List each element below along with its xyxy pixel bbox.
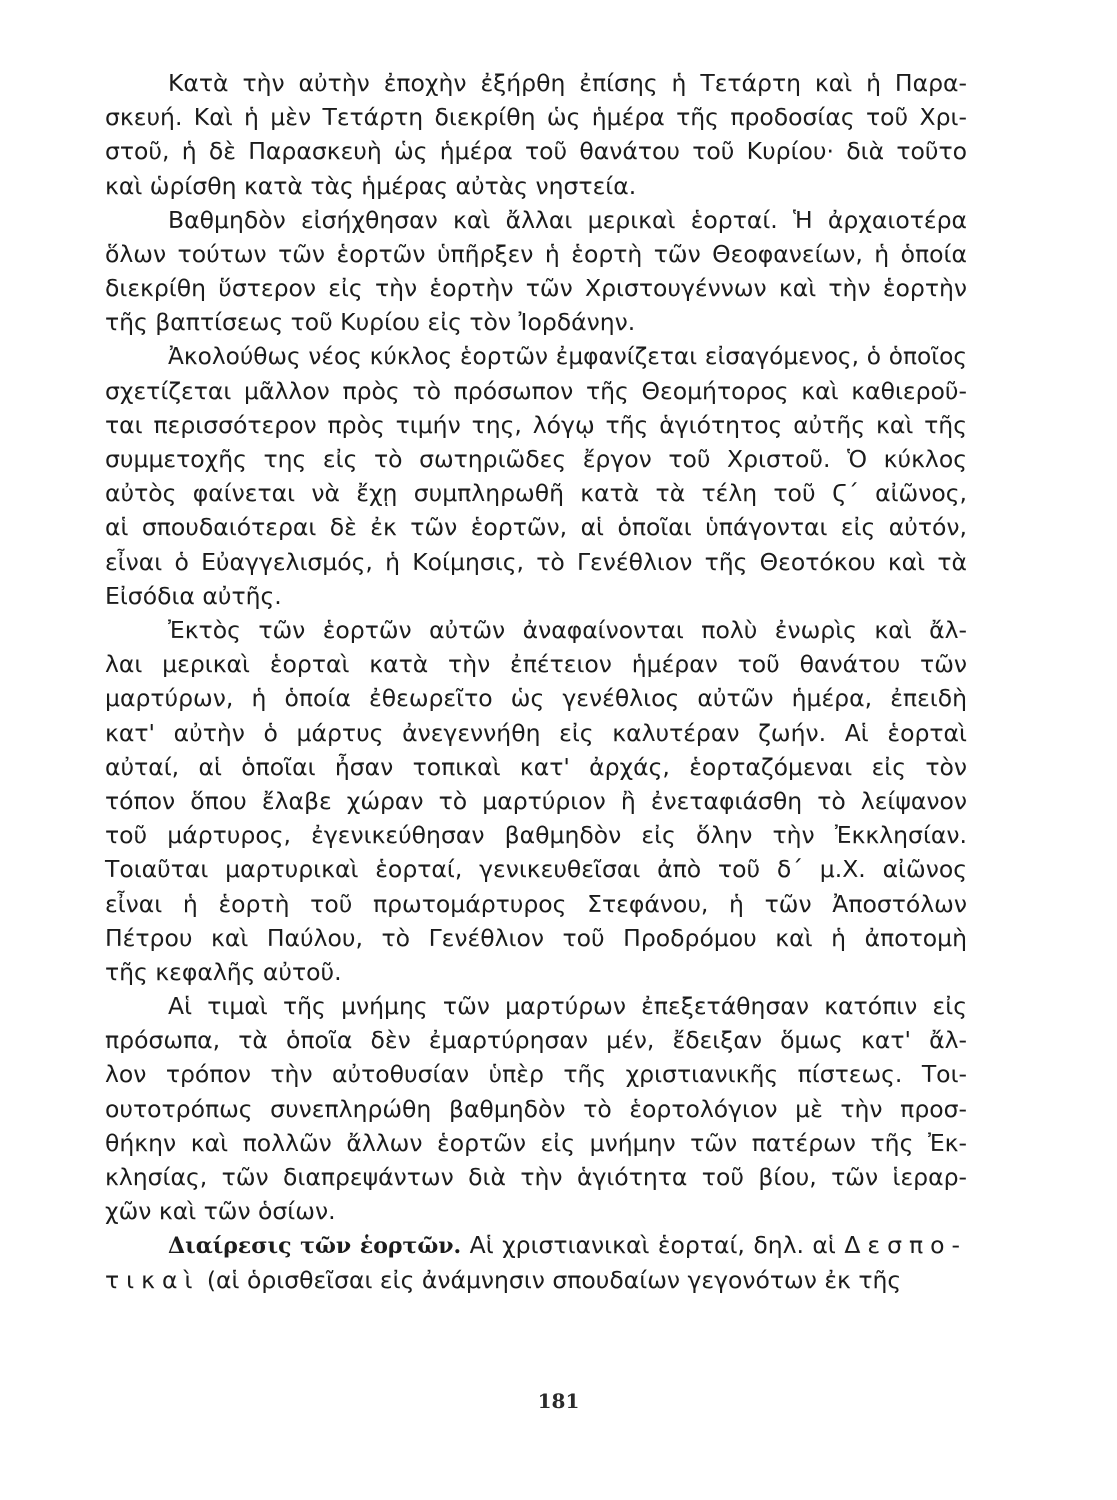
text-line: Εἰσόδια αὐτῆς. <box>105 581 282 610</box>
text-line: Ἐκτὸς τῶν ἑορτῶν αὐτῶν ἀναφαίνονται πολὺ ἐνωρὶς καὶ ἄλ- <box>168 616 967 644</box>
text-line: λον τρόπον τὴν αὐτοθυσίαν ὑπὲρ τῆς χριστιανικῆς πίστεως. Τοι- <box>105 1060 967 1089</box>
text-line: Πέτρου καὶ Παύλου, τὸ Γενέθλιον τοῦ Προδρόμου καὶ ἡ ἀποτομὴ <box>105 923 967 952</box>
text-line: αἱ σπουδαιότεραι δὲ ἐκ τῶν ἑορτῶν, αἱ ὁποῖαι ὑπάγονται εἰς αὐτόν, <box>105 513 967 542</box>
text-line: ουτοτρόπως συνεπληρώθη βαθμηδὸν τὸ ἑορτολόγιον μὲ τὴν προσ- <box>105 1094 967 1123</box>
text-line: Τοιαῦται μαρτυρικαὶ ἑορταί, γενικευθεῖσαι ἀπὸ τοῦ δ΄ μ.Χ. αἰῶνος <box>105 855 967 884</box>
spaced-term: τικαὶ <box>105 1265 200 1294</box>
text-line: διεκρίθη ὕστερον εἰς τὴν ἑορτὴν τῶν Χριστουγέννων καὶ τὴν ἑορτὴν <box>105 274 967 303</box>
text-line: σκευή. Καὶ ἡ μὲν Τετάρτη διεκρίθη ὡς ἡμέρα τῆς προδοσίας τοῦ Χρι- <box>105 103 967 132</box>
text-line: καὶ ὡρίσθη κατὰ τὰς ἡμέρας αὐτὰς νηστεία. <box>105 171 637 200</box>
text-line: κλησίας, τῶν διαπρεψάντων διὰ τὴν ἁγιότητα τοῦ βίου, τῶν ἱεραρ- <box>105 1163 967 1191</box>
text-line: ται περισσότερον πρὸς τιμήν της, λόγῳ τῆς ἁγιότητος αὐτῆς καὶ τῆς <box>105 410 967 439</box>
text-line: σχετίζεται μᾶλλον πρὸς τὸ πρόσωπον τῆς Θεομήτορος καὶ καθιεροῦ- <box>105 376 967 405</box>
text-line: συμμετοχῆς της εἰς τὸ σωτηριῶδες ἔργον τοῦ Χριστοῦ. Ὁ κύκλος <box>105 445 967 474</box>
body-text <box>105 66 967 1297</box>
text-line: εἶναι ἡ ἑορτὴ τοῦ πρωτομάρτυρος Στεφάνου, ἡ τῶν Ἀποστόλων <box>105 889 967 918</box>
text-line <box>105 1263 967 1297</box>
text-line: Κατὰ τὴν αὐτὴν ἐποχὴν ἐξήρθη ἐπίσης ἡ Τετάρτη καὶ ἡ Παρα- <box>168 69 967 97</box>
text-line: στοῦ, ἡ δὲ Παρασκευὴ ὡς ἡμέρα τοῦ θανάτου τοῦ Κυρίου· διὰ τοῦτο <box>105 137 967 166</box>
text-line: θήκην καὶ πολλῶν ἄλλων ἑορτῶν εἰς μνήμην τῶν πατέρων τῆς Ἐκ- <box>105 1128 967 1157</box>
text-line: λαι μερικαὶ ἑορταὶ κατὰ τὴν ἐπέτειον ἡμέραν τοῦ θανάτου τῶν <box>105 650 967 679</box>
text-run: (αἱ ὁρισθεῖσαι εἰς ἀνάμνησιν σπουδαίων γεγονότων ἐκ τῆς <box>199 1265 902 1294</box>
text-line: Ἀκολούθως νέος κύκλος ἑορτῶν ἐμφανίζεται εἰσαγόμενος, ὁ ὁποῖος <box>168 342 967 370</box>
text-line: τῆς βαπτίσεως τοῦ Κυρίου εἰς τὸν Ἰορδάνην. <box>105 308 636 337</box>
section-line <box>105 1228 967 1262</box>
text-line: αὐταί, αἱ ὁποῖαι ἦσαν τοπικαὶ κατ' ἀρχάς, ἑορταζόμεναι εἰς τὸν <box>105 752 967 781</box>
text-line: τόπον ὅπου ἔλαβε χώραν τὸ μαρτύριον ἢ ἐνεταφιάσθη τὸ λείψανον <box>105 786 967 815</box>
section-heading: Διαίρεσις τῶν ἑορτῶν. <box>168 1233 462 1260</box>
text-line: αὐτὸς φαίνεται νὰ ἔχῃ συμπληρωθῆ κατὰ τὰ τέλη τοῦ Ϛ΄ αἰῶνος, <box>105 479 967 508</box>
text-line: Βαθμηδὸν εἰσήχθησαν καὶ ἄλλαι μερικαὶ ἑορταί. Ἡ ἀρχαιοτέρα <box>168 205 967 234</box>
text-run: Αἱ χριστιανικαὶ ἑορταί, δηλ. αἱ <box>461 1231 845 1260</box>
text-line: ὅλων τούτων τῶν ἑορτῶν ὑπῆρξεν ἡ ἑορτὴ τῶν Θεοφανείων, ἡ ὁποία <box>105 239 967 268</box>
text-line: τοῦ μάρτυρος, ἐγενικεύθησαν βαθμηδὸν εἰς ὅλην τὴν Ἐκκλησίαν. <box>105 821 967 850</box>
text-line: εἶναι ὁ Εὐαγγελισμός, ἡ Κοίμησις, τὸ Γενέθλιον τῆς Θεοτόκου καὶ τὰ <box>105 547 967 576</box>
page-number: 181 <box>537 1389 580 1413</box>
text-line: μαρτύρων, ἡ ὁποία ἐθεωρεῖτο ὡς γενέθλιος αὐτῶν ἡμέρα, ἐπειδὴ <box>105 684 967 713</box>
text-line: κατ' αὐτὴν ὁ μάρτυς ἀνεγεννήθη εἰς καλυτέραν ζωήν. Αἱ ἑορταὶ <box>105 718 967 747</box>
text-line: Αἱ τιμαὶ τῆς μνήμης τῶν μαρτύρων ἐπεξετάθησαν κατόπιν εἰς <box>168 992 967 1021</box>
text-line: πρόσωπα, τὰ ὁποῖα δὲν ἐμαρτύρησαν μέν, ἔδειξαν ὅμως κατ' ἄλ- <box>105 1026 967 1055</box>
text-line: τῆς κεφαλῆς αὐτοῦ. <box>105 957 342 986</box>
text-line: χῶν καὶ τῶν ὁσίων. <box>105 1197 336 1226</box>
spaced-term: Δεσπο- <box>844 1231 967 1260</box>
